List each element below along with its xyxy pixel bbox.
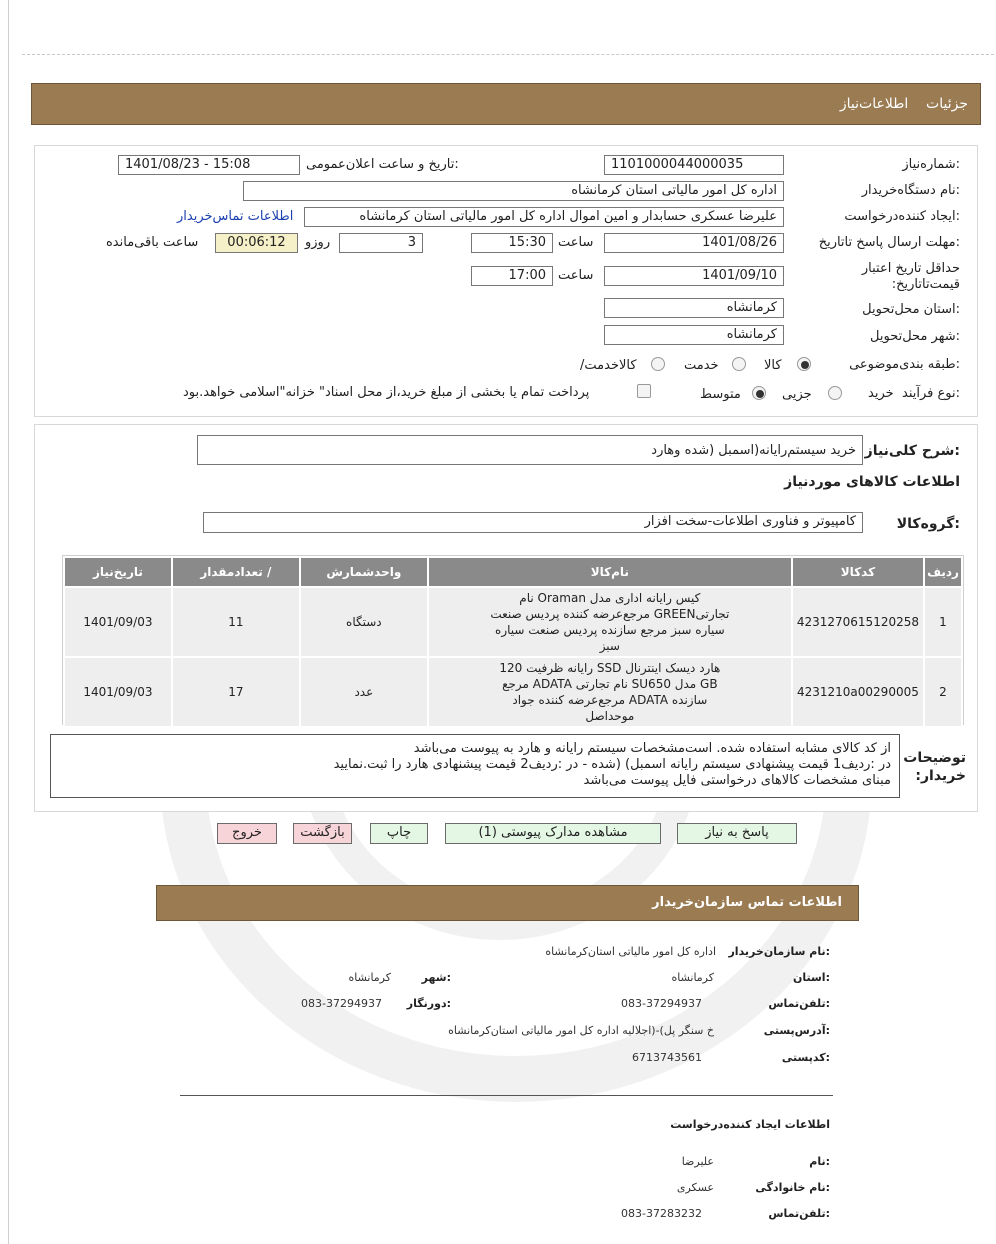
deadline-date-field: 1401/08/26 bbox=[604, 233, 784, 253]
city-label: شهر محل‌تحویل: bbox=[870, 329, 960, 344]
process-minor-label: جزیی bbox=[782, 387, 812, 402]
validity-label: حداقل تاریخ اعتبار قیمت‌تا‌تاریخ: bbox=[861, 261, 960, 292]
cell-name bbox=[428, 657, 792, 727]
category-service-radio[interactable] bbox=[732, 357, 746, 371]
treasury-payment-text: پرداخت تمام یا بخشی از مبلغ خرید،از محل اسناد" خزانه"اسلامی خواهد.بود bbox=[183, 385, 590, 400]
category-label: طبقه بندی‌موضوعی: bbox=[849, 357, 960, 372]
announce-field: 1401/08/23 - 15:08 bbox=[118, 155, 300, 175]
tab-details[interactable]: جزئیات bbox=[926, 96, 968, 112]
contact-province-value: کرمانشاه bbox=[671, 971, 714, 984]
category-goods-service-radio[interactable] bbox=[651, 357, 665, 371]
col-row: ردیف bbox=[924, 557, 962, 587]
col-unit: واحدشمارش bbox=[300, 557, 428, 587]
contact-city-label: شهر: bbox=[421, 971, 451, 984]
remaining-label: ساعت باقی‌مانده bbox=[106, 235, 199, 250]
contact-phone-value: 083-37294937 bbox=[621, 997, 702, 1010]
creator-phone-label: تلفن‌تماس: bbox=[768, 1207, 830, 1220]
days-field: 3 bbox=[339, 233, 423, 253]
summary-label: شرح کلی‌نیاز: bbox=[864, 443, 960, 459]
buyer-label: نام دستگاه‌خریدار: bbox=[861, 183, 960, 198]
cell-name-text: هارد دیسک اینترنال SSD رایانه ظرفیت 120 GB مدل SU650 نام تجارتی ADATA مرجع سازنده ADATA مرجع‌عرضه کننده جواد موحداصل bbox=[499, 661, 721, 723]
category-goods-radio[interactable] bbox=[797, 357, 811, 371]
col-date: تاریخ‌نیاز bbox=[64, 557, 172, 587]
contact-postal-label: کدپستی: bbox=[781, 1051, 830, 1064]
validity-time-field: 17:00 bbox=[471, 266, 553, 286]
process-minor-radio[interactable] bbox=[828, 386, 842, 400]
header-bar bbox=[31, 83, 981, 125]
cell-qty: 11 bbox=[172, 587, 300, 657]
contact-bar: اطلاعات تماس سازمان‌خریدار bbox=[156, 885, 859, 921]
buyer-notes-box bbox=[50, 734, 900, 798]
validity-date-field: 1401/09/10 bbox=[604, 266, 784, 286]
creator-last-name-label: نام خانوادگی: bbox=[755, 1181, 830, 1194]
creator-last-name-value: عسکری bbox=[676, 1181, 714, 1194]
buyer-notes-line: در :ردیف1 قیمت پیشنهادی سیستم رایانه اسمبل) (شده - در :ردیف2 قیمت پیشنهادی هارد را ثبت.نمایید bbox=[333, 757, 891, 772]
page-left-border bbox=[8, 0, 9, 1244]
contact-fax-label: دورنگار: bbox=[406, 997, 451, 1010]
creator-phone-value: 083-37283232 bbox=[621, 1207, 702, 1220]
view-attachments-button[interactable]: مشاهده مدارک پیوستی (1) bbox=[445, 823, 661, 844]
creator-section-title: اطلاعات ایجاد کننده‌درخواست bbox=[670, 1118, 830, 1131]
announce-label: تاریخ و ساعت اعلان‌عمومی: bbox=[306, 157, 459, 172]
process-medium-label: متوسط bbox=[700, 387, 741, 402]
contact-org-value: اداره کل امور مالیاتی استان‌کرمانشاه bbox=[545, 945, 716, 958]
need-number-field: 1101000044000035 bbox=[604, 155, 784, 175]
contact-postal-value: 6713743561 bbox=[632, 1051, 702, 1064]
buyer-notes-line: مبنای مشخصات کالاهای درخواستی فایل پیوست می‌باشد bbox=[583, 773, 891, 788]
contact-org-label: نام سازمان‌خریدار: bbox=[728, 945, 830, 958]
buyer-field: اداره کل امور مالیاتی استان کرمانشاه bbox=[243, 181, 784, 201]
process-medium-radio[interactable] bbox=[752, 386, 766, 400]
summary-field: خرید سیستم‌رایانه(اسمبل (شده وهارد bbox=[197, 435, 863, 465]
cell-date: 1401/09/03 bbox=[64, 587, 172, 657]
cell-name bbox=[428, 587, 792, 657]
cell-row: 2 bbox=[924, 657, 962, 727]
goods-table bbox=[63, 556, 963, 728]
col-qty: / تعدادمقدار bbox=[172, 557, 300, 587]
contact-phone-label: تلفن‌تماس: bbox=[768, 997, 830, 1010]
creator-first-name-label: نام: bbox=[809, 1155, 830, 1168]
creator-field: علیرضا عسکری حسابدار و امین اموال اداره کل امور مالیاتی استان کرمانشاه bbox=[304, 207, 784, 227]
top-dashed-divider bbox=[22, 54, 994, 55]
col-name: نام‌کالا bbox=[428, 557, 792, 587]
day-and-label: روزو bbox=[305, 235, 331, 250]
cell-name-text: کیس رایانه اداری مدل Oraman نام تجارتیGREEN مرجع‌عرضه کننده پردیس صنعت سیاره سبز مرجع سازنده پردیس صنعت سیاره سبز bbox=[490, 591, 730, 653]
need-number-label: شماره‌نیاز: bbox=[902, 157, 960, 172]
exit-button[interactable]: خروج bbox=[217, 823, 277, 844]
buyer-contact-link[interactable]: اطلاعات تماس‌خریدار bbox=[177, 209, 294, 224]
back-button[interactable]: بازگشت bbox=[293, 823, 352, 844]
cell-row: 1 bbox=[924, 587, 962, 657]
category-goods-service-label: /کالاخدمت bbox=[580, 358, 637, 373]
cell-qty: 17 bbox=[172, 657, 300, 727]
city-field: کرمانشاه bbox=[604, 325, 784, 345]
cell-date: 1401/09/03 bbox=[64, 657, 172, 727]
buyer-notes-label: توضیحات خریدار: bbox=[903, 750, 966, 784]
contact-city-value: کرمانشاه bbox=[348, 971, 391, 984]
deadline-hour-label: ساعت bbox=[558, 235, 594, 250]
creator-label: ایجاد کننده‌درخواست: bbox=[844, 209, 960, 224]
creator-first-name-value: علیرضا bbox=[681, 1155, 714, 1168]
table-row bbox=[64, 587, 962, 657]
print-button[interactable]: چاپ bbox=[370, 823, 428, 844]
province-label: استان محل‌تحویل: bbox=[862, 302, 960, 317]
deadline-time-field: 15:30 bbox=[471, 233, 553, 253]
province-field: کرمانشاه bbox=[604, 298, 784, 318]
cell-code: 4231210a00290005 bbox=[792, 657, 924, 727]
deadline-label: مهلت ارسال پاسخ تا‌تاریخ: bbox=[818, 235, 960, 250]
remaining-time-field: 00:06:12 bbox=[215, 233, 298, 253]
goods-table-frame bbox=[62, 555, 964, 725]
buyer-notes-line: از کد کالای مشابه استفاده شده. است‌مشخصات سیستم رایانه و هارد به پیوست می‌باشد bbox=[413, 741, 891, 756]
contact-address-value: خ سنگر پل)-(اجلالیه اداره کل امور مالیاتی استان‌کرمانشاه bbox=[448, 1024, 714, 1037]
tab-need-info[interactable]: اطلاعات‌نیاز bbox=[839, 96, 909, 112]
validity-hour-label: ساعت bbox=[558, 268, 594, 283]
category-service-label: خدمت bbox=[684, 358, 719, 373]
treasury-payment-checkbox[interactable] bbox=[637, 384, 651, 398]
category-goods-label: کالا bbox=[764, 358, 782, 373]
contact-province-label: استان: bbox=[792, 971, 830, 984]
process-buy-label: خرید bbox=[868, 386, 894, 401]
cell-code: 4231270615120258 bbox=[792, 587, 924, 657]
process-label: نوع فرآیند: bbox=[902, 386, 960, 401]
group-label: گروه‌کالا: bbox=[896, 516, 960, 532]
goods-info-title: اطلاعات کالاهای موردنیاز bbox=[784, 474, 960, 490]
cell-unit: عدد bbox=[300, 657, 428, 727]
contact-fax-value: 083-37294937 bbox=[301, 997, 382, 1010]
cell-unit: دستگاه bbox=[300, 587, 428, 657]
col-code: کدکالا bbox=[792, 557, 924, 587]
group-field: کامپیوتر و فناوری اطلاعات-سخت افزار bbox=[203, 512, 863, 533]
reply-button[interactable]: پاسخ به نیاز bbox=[677, 823, 797, 844]
contact-address-label: آدرس‌پستی: bbox=[763, 1024, 830, 1037]
table-row bbox=[64, 657, 962, 727]
contact-divider bbox=[180, 1095, 833, 1096]
